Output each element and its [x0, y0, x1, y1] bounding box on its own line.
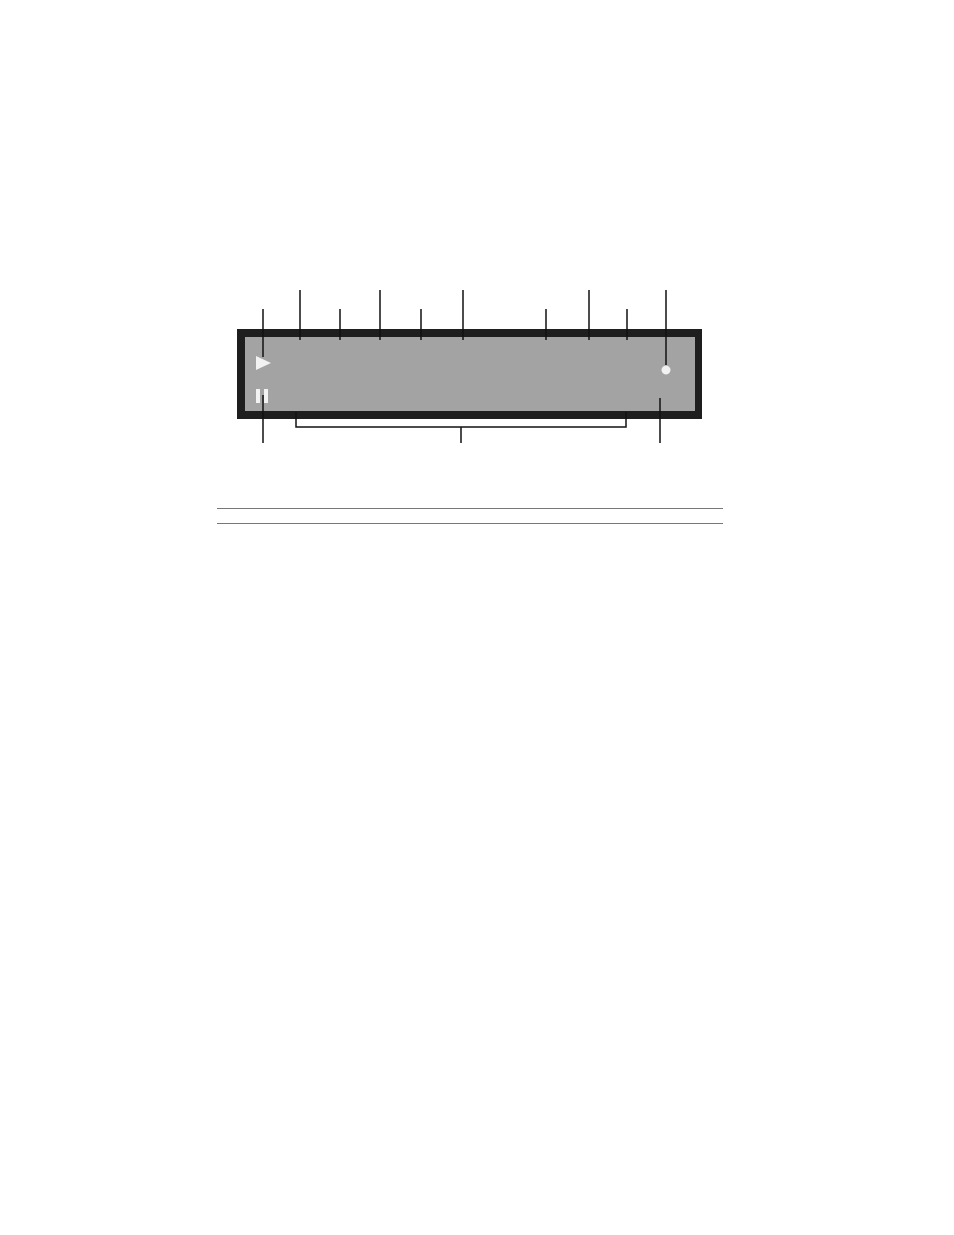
column-header-icon: [217, 509, 386, 524]
pause-icon: [256, 389, 260, 403]
display-screen: [245, 337, 695, 411]
table-header-row: [217, 509, 723, 524]
display-panel-diagram: [0, 0, 954, 480]
column-header-description: [386, 509, 723, 524]
icon-table: [217, 508, 723, 524]
record-icon: [662, 366, 671, 375]
